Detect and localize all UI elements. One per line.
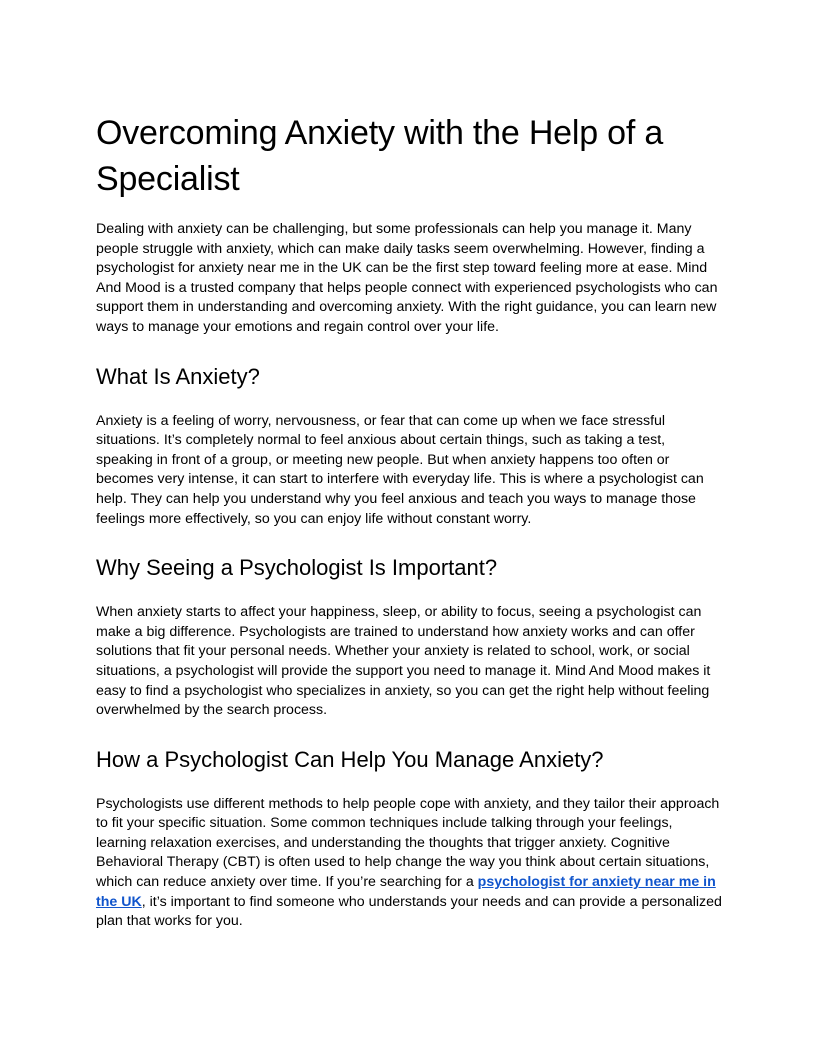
intro-paragraph: Dealing with anxiety can be challenging, but some professionals can help you manage it. Many people struggle with anxiety, which can make daily tasks seem overwhelming. However, finding a psychologist for anxiety near me in the UK can be the first step toward feeling more at ease. Mind And Mood is a trusted company that helps people connect with experienced psychologists who can support them in understanding and overcoming anxiety. With the right guidance, you can learn new ways to manage your emotions and regain control over your life. (96, 221, 718, 335)
document-page (96, 110, 722, 956)
body-text-before-link: Psychologists use different methods to help people cope with anxiety, and they tailor their approach to fit your specific situation. Some common techniques include talking through your feelings, learning relaxation exercises, and understanding the thoughts that trigger anxiety. Cognitive Behavioral Therapy (CBT) is often used to help change the way you think about certain situations, which can reduce anxiety over time. If you’re searching for a (96, 795, 720, 891)
psychologist-anxiety-link[interactable]: psychologist for anxiety near me in the UK (96, 874, 716, 910)
page-title: Overcoming Anxiety with the Help of a Specialist (96, 114, 664, 198)
section-body-what-is-anxiety: Anxiety is a feeling of worry, nervousness, or fear that can come up when we face stressful situations. It’s completely normal to feel anxious about certain things, such as taking a test, speaking in front of a group, or meeting new people. But when anxiety happens too often or becomes very intense, it can start to interfere with everyday life. This is where a psychologist can help. They can help you understand why you feel anxious and teach you ways to manage those feelings more effectively, so you can enjoy life without constant worry. (96, 412, 704, 527)
section-heading-what-is-anxiety: What Is Anxiety? (96, 363, 260, 389)
section-body-how-psychologist-helps (96, 795, 722, 932)
section-heading-how-psychologist-helps: How a Psychologist Can Help You Manage Anxiety? (96, 746, 604, 772)
section-body-why-seeing-psychologist: When anxiety starts to affect your happiness, sleep, or ability to focus, seeing a psychologist can make a big difference. Psychologists are trained to understand how anxiety works and can offer solutions that fit your personal needs. Whether your anxiety is related to school, work, or social situations, a psychologist will provide the support you need to manage it. Mind And Mood makes it easy to find a psychologist who specializes in anxiety, so you can get the right help without feeling overwhelmed by the search process. (96, 604, 711, 719)
body-text-after-link: , it’s important to find someone who understands your needs and can provide a personalized plan that works for you. (96, 893, 722, 930)
section-heading-why-seeing-psychologist: Why Seeing a Psychologist Is Important? (96, 555, 498, 581)
